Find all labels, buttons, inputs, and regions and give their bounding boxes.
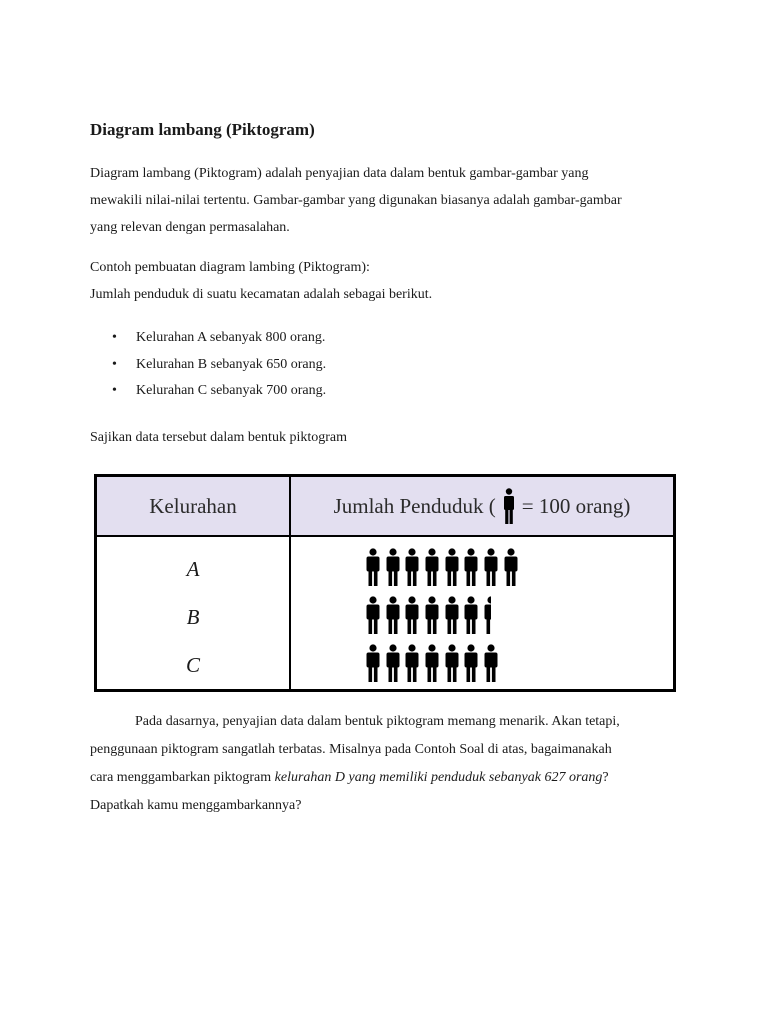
person-icon bbox=[404, 596, 420, 634]
header-prefix: Jumlah Penduduk ( bbox=[333, 493, 496, 518]
header-jumlah-penduduk bbox=[290, 476, 675, 537]
intro-line: Diagram lambang (Piktogram) adalah penyajian data dalam bentuk gambar-gambar yang bbox=[90, 166, 589, 181]
row-label-c: C bbox=[185, 653, 200, 677]
icon-row-a bbox=[291, 543, 673, 591]
closing-line: penggunaan piktogram sangatlah terbatas. Misalnya pada Contoh Soal di atas, bagaimanakah bbox=[90, 742, 612, 757]
table-body-row bbox=[96, 536, 675, 691]
table-header-row bbox=[96, 476, 675, 537]
list-item: • Kelurahan B sebanyak 650 orang. bbox=[90, 352, 326, 379]
kelurahan-labels bbox=[96, 536, 291, 691]
person-icon bbox=[463, 644, 479, 682]
person-icon bbox=[444, 596, 460, 634]
pictogram-cells bbox=[290, 536, 675, 691]
person-icon bbox=[385, 596, 401, 634]
person-icon bbox=[365, 644, 381, 682]
closing-emphasis: kelurahan D yang memiliki penduduk sebanyak 627 orang bbox=[274, 770, 603, 785]
closing-line-suffix: ? bbox=[602, 770, 609, 785]
list-item: • Kelurahan A sebanyak 800 orang. bbox=[90, 325, 326, 352]
example-line: Contoh pembuatan diagram lambing (Piktogram): bbox=[90, 260, 370, 275]
person-icon bbox=[444, 548, 460, 586]
icon-row-c bbox=[291, 639, 673, 687]
person-icon bbox=[444, 644, 460, 682]
intro-line: mewakili nilai-nilai tertentu. Gambar-gambar yang digunakan biasanya adalah gambar-gambar bbox=[90, 193, 622, 208]
person-icon bbox=[503, 548, 519, 586]
closing-line: Dapatkah kamu menggambarkannya? bbox=[90, 798, 302, 813]
person-icon bbox=[404, 548, 420, 586]
person-icon bbox=[424, 644, 440, 682]
partial-person-icon bbox=[483, 596, 491, 634]
example-line: Jumlah penduduk di suatu kecamatan adalah sebagai berikut. bbox=[90, 287, 433, 302]
closing-line-prefix: cara menggambarkan piktogram bbox=[90, 770, 275, 785]
intro-paragraph bbox=[90, 160, 622, 241]
person-icon bbox=[365, 548, 381, 586]
closing-paragraph bbox=[90, 708, 620, 820]
person-icon bbox=[483, 644, 499, 682]
person-icon bbox=[385, 644, 401, 682]
person-icon bbox=[483, 548, 499, 586]
person-icon bbox=[502, 488, 516, 524]
person-icon bbox=[424, 596, 440, 634]
example-paragraph bbox=[90, 254, 432, 308]
person-icon bbox=[463, 548, 479, 586]
person-icon bbox=[404, 644, 420, 682]
row-label-b: B bbox=[186, 605, 200, 629]
row-label-a: A bbox=[186, 557, 200, 581]
section-heading: Diagram lambang (Piktogram) bbox=[90, 120, 315, 139]
header-suffix: = 100 orang) bbox=[521, 493, 631, 518]
person-icon bbox=[385, 548, 401, 586]
header-kelurahan: Kelurahan bbox=[96, 476, 291, 537]
pictogram-table bbox=[94, 474, 676, 692]
person-icon bbox=[424, 548, 440, 586]
closing-line: Pada dasarnya, penyajian data dalam bentuk piktogram memang menarik. Akan tetapi, bbox=[135, 714, 620, 729]
instruction-text: Sajikan data tersebut dalam bentuk piktogram bbox=[90, 430, 347, 445]
icon-row-b bbox=[291, 591, 673, 639]
person-icon bbox=[463, 596, 479, 634]
population-list bbox=[90, 325, 326, 405]
person-icon bbox=[365, 596, 381, 634]
list-item: • Kelurahan C sebanyak 700 orang. bbox=[90, 378, 326, 405]
intro-line: yang relevan dengan permasalahan. bbox=[90, 220, 290, 235]
